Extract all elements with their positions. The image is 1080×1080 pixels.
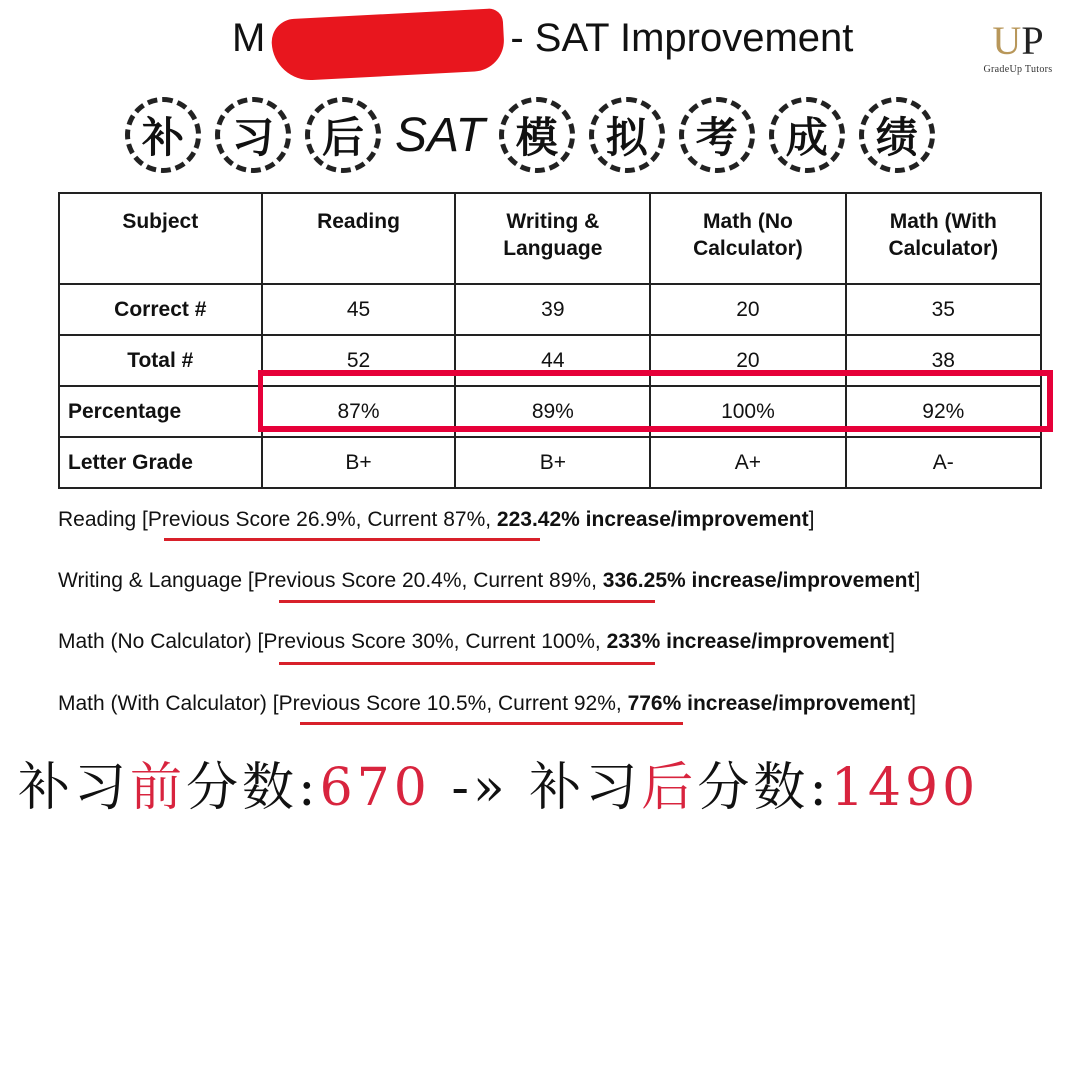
improvement-line: [58, 569, 920, 593]
score-before: 670: [319, 758, 431, 818]
score-summary: [18, 745, 979, 820]
improvement-line: [58, 692, 916, 716]
cell: 100%: [650, 386, 845, 437]
detail: Previous Score 20.4%, Current 89%,: [253, 569, 603, 592]
logo-name: GradeUp Tutors: [983, 64, 1053, 75]
bracket: ]: [914, 569, 921, 592]
label: 补习: [18, 758, 131, 818]
stamp-char: 模: [499, 97, 575, 173]
stamp-char: 补: [125, 97, 201, 173]
row-label: Letter Grade: [59, 437, 262, 488]
title-prefix: M: [232, 16, 266, 60]
score-after: 1490: [830, 758, 980, 818]
cell: A-: [846, 437, 1041, 488]
cell: 52: [262, 335, 456, 386]
stamp-char: 考: [679, 97, 755, 173]
cell: B+: [455, 437, 650, 488]
improvement-line: [58, 508, 814, 532]
table-row: [59, 284, 1041, 335]
title-suffix: - SAT Improvement: [510, 16, 854, 60]
detail: Previous Score 10.5%, Current 92%,: [278, 692, 628, 715]
bracket: ]: [889, 630, 895, 653]
red-underline: [279, 600, 655, 603]
detail: Previous Score 26.9%, Current 87%,: [147, 508, 497, 531]
subject: Math (No Calculator) [: [58, 630, 264, 653]
header-cell: Math (With Calculator): [846, 193, 1041, 284]
label-after: 后: [641, 758, 698, 818]
stamp-char: 习: [215, 97, 291, 173]
cell: 45: [262, 284, 456, 335]
bracket: ]: [808, 508, 815, 531]
cell: 20: [650, 284, 845, 335]
banner-sat: SAT: [395, 108, 485, 162]
red-underline: [279, 662, 655, 665]
header-cell: Writing & Language: [455, 193, 650, 284]
subject: Writing & Language [: [58, 569, 254, 592]
stamp-char: 后: [305, 97, 381, 173]
scores-table: [58, 192, 1042, 489]
cell: 92%: [846, 386, 1041, 437]
stamp-char: 成: [769, 97, 845, 173]
logo: UP GradeUp Tutors: [968, 18, 1068, 75]
cell: 87%: [262, 386, 456, 437]
label: 补习: [529, 758, 642, 818]
increase: 776% increase/improvement: [627, 692, 911, 715]
cell: 38: [846, 335, 1041, 386]
cell: 44: [455, 335, 650, 386]
stamp-char: 绩: [859, 97, 935, 173]
subject: Reading [: [58, 508, 148, 531]
cell: 20: [650, 335, 845, 386]
header-cell: Reading: [262, 193, 456, 284]
increase: 233% increase/improvement: [606, 630, 890, 653]
percentage-highlight: [258, 370, 1053, 432]
cell: A+: [650, 437, 845, 488]
bracket: ]: [910, 692, 916, 715]
redaction-scribble: [271, 8, 506, 82]
cell: 89%: [455, 386, 650, 437]
stamp-char: 拟: [589, 97, 665, 173]
red-underline: [300, 722, 683, 725]
row-label: Total #: [59, 335, 262, 386]
label-before: 前: [130, 758, 187, 818]
detail: Previous Score 30%, Current 100%,: [263, 630, 607, 653]
increase: 223.42% increase/improvement: [496, 508, 809, 531]
label: 分数:: [697, 758, 831, 818]
header-cell: Subject: [59, 193, 262, 284]
header-cell: Math (No Calculator): [650, 193, 845, 284]
banner: [125, 92, 935, 178]
red-underline: [164, 538, 540, 541]
cell: B+: [262, 437, 456, 488]
table-row: [59, 437, 1041, 488]
increase: 336.25% increase/improvement: [602, 569, 915, 592]
improvement-line: [58, 630, 895, 654]
label: 分数:: [186, 758, 320, 818]
cell: 39: [455, 284, 650, 335]
subject: Math (With Calculator) [: [58, 692, 279, 715]
arrow: -»: [430, 758, 530, 818]
table-header-row: [59, 193, 1041, 284]
row-label: Percentage: [59, 386, 262, 437]
row-label: Correct #: [59, 284, 262, 335]
cell: 35: [846, 284, 1041, 335]
